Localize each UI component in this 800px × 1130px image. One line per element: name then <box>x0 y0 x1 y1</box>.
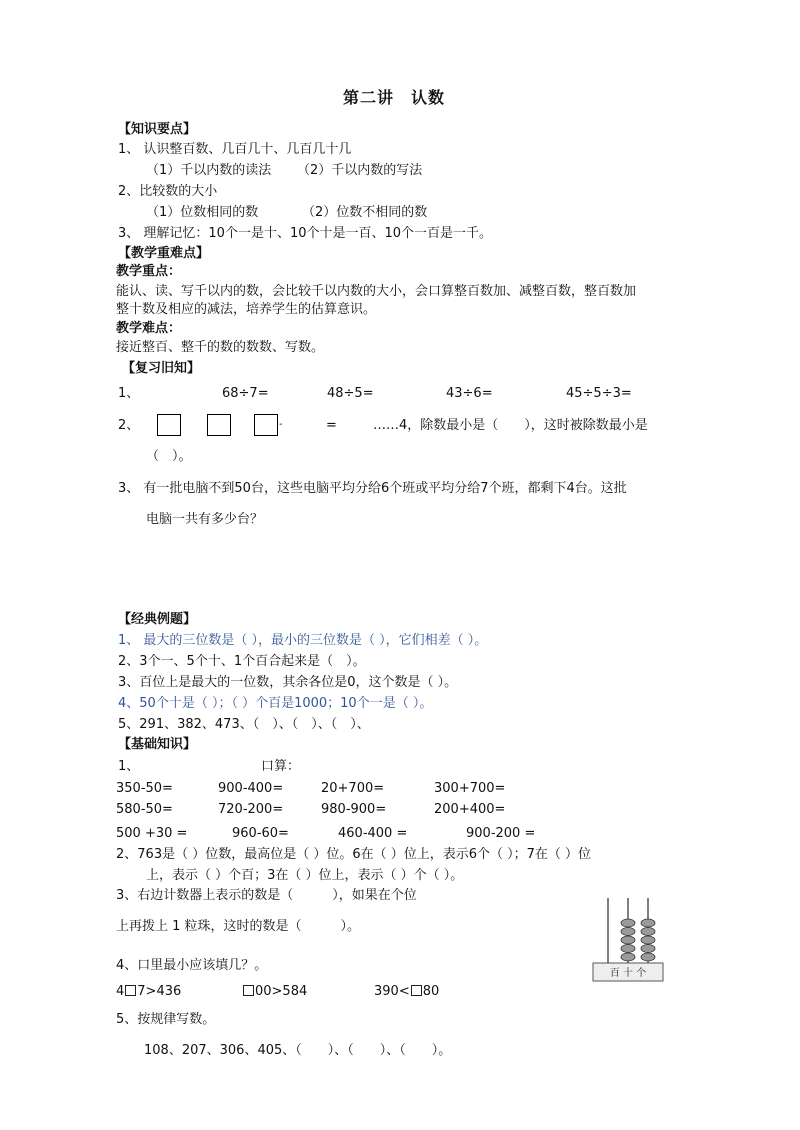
calc-r1-c4: 300+700= <box>434 781 506 796</box>
q4-c-prefix: 390< <box>374 984 410 999</box>
calc-r2-c2: 720-200= <box>218 802 284 817</box>
basics-q5-sequence: 108、207、306、405、（ ）、（ ）、（ ）。 <box>144 1043 452 1058</box>
review-q1-a: 68÷7= <box>222 386 269 401</box>
example-5: 5、291、382、473、（ ）、（ ）、（ ）、 <box>118 717 370 732</box>
review-q2-number: 2、 <box>118 418 140 433</box>
calc-r3-c4: 900-200 = <box>466 826 536 841</box>
knowledge-line-1a: （1）千以内数的读法 <box>146 163 272 178</box>
knowledge-heading: 【知识要点】 <box>118 122 197 137</box>
abacus-counter <box>590 895 666 985</box>
blank-square <box>243 985 254 996</box>
knowledge-line-1b: （2）千以内数的写法 <box>297 163 423 178</box>
review-q1-c: 43÷6= <box>446 386 493 401</box>
calc-r1-c2: 900-400= <box>218 781 284 796</box>
box-mark: - <box>279 419 283 430</box>
q4-b-suffix: 00>584 <box>255 984 308 999</box>
q4-a-suffix: 7>436 <box>137 984 182 999</box>
focus-line-2: 整十数及相应的减法，培养学生的估算意识。 <box>116 302 377 317</box>
basics-q3-line-2: 上再拨上 1 粒珠，这时的数是（ ）。 <box>116 919 361 934</box>
review-q1-number: 1、 <box>118 386 140 401</box>
basics-q3-line-1: 3、右边计数器上表示的数是（ ），如果在个位 <box>116 888 417 903</box>
abacus-bead <box>621 945 635 953</box>
basics-heading: 【基础知识】 <box>118 737 197 752</box>
abacus-bead <box>621 953 635 961</box>
blank-square <box>411 985 422 996</box>
hard-line-1: 接近整百、整千的数的数数、写数。 <box>116 340 325 355</box>
calc-r2-c3: 980-900= <box>321 802 387 817</box>
abacus-bead <box>641 945 655 953</box>
abacus-bead <box>621 919 635 927</box>
review-q1-b: 48÷5= <box>327 386 374 401</box>
calc-r3-c1: 500 +30 = <box>116 826 188 841</box>
blank-box-3 <box>254 414 278 436</box>
knowledge-line-2a: （1）位数相同的数 <box>146 205 259 220</box>
basics-q2-line-1: 2、763是（ ）位数，最高位是（ ）位。6在（ ）位上，表示6个（ ）；7在（ ）位 <box>116 847 592 862</box>
basics-q1-number: 1、 <box>118 759 140 774</box>
review-q2-equals: = <box>326 418 337 433</box>
review-q2-text: ……4，除数最小是（ ），这时被除数最小是 <box>373 418 648 433</box>
review-q3-line-2: 电脑一共有多少台？ <box>146 512 264 527</box>
abacus-bead <box>621 928 635 936</box>
oral-calc-title: 口算： <box>261 759 301 774</box>
abacus-bead <box>641 928 655 936</box>
q4-a-prefix: 4 <box>116 984 125 999</box>
knowledge-line-2: 2、比较数的大小 <box>118 184 218 199</box>
q4-c-suffix: 80 <box>422 984 440 999</box>
page-title: 第二讲 认数 <box>343 88 446 107</box>
knowledge-line-3: 3、 理解记忆：10个一是十、10个十是一百、10个一百是一千。 <box>118 226 493 241</box>
example-4: 4、50个十是（ ）；（ ）个百是1000；10个一是（ ）。 <box>118 696 433 711</box>
focus-line-1: 能认、读、写千以内的数，会比较千以内数的大小，会口算整百数加、减整百数，整百数加 <box>116 284 637 299</box>
basics-q2-line-2: 上，表示（ ）个百；3在（ ）位上，表示（ ）个（ ）。 <box>146 868 464 883</box>
calc-r3-c3: 460-400 = <box>338 826 408 841</box>
basics-q4-b <box>242 984 307 1000</box>
abacus-bead <box>621 936 635 944</box>
basics-q5: 5、按规律写数。 <box>116 1012 216 1027</box>
abacus-bead <box>641 919 655 927</box>
example-3: 3、百位上是最大的一位数，其余各位是0，这个数是（ ）。 <box>118 675 458 690</box>
calc-r3-c2: 960-60= <box>232 826 289 841</box>
calc-r2-c4: 200+400= <box>434 802 506 817</box>
calc-r2-c1: 580-50= <box>116 802 173 817</box>
blank-box-2 <box>207 414 231 436</box>
basics-q4: 4、口里最小应该填几？。 <box>116 958 268 973</box>
focus-title: 教学重点： <box>116 264 182 279</box>
knowledge-line-2b: （2）位数不相同的数 <box>302 205 428 220</box>
basics-q4-c <box>374 984 439 1000</box>
review-heading: 【复习旧知】 <box>122 361 201 376</box>
review-q3-line-1: 3、 有一批电脑不到50台，这些电脑平均分给6个班或平均分给7个班，都剩下4台。这批 <box>118 481 627 496</box>
calc-r1-c3: 20+700= <box>321 781 385 796</box>
abacus-label: 百 十 个 <box>609 968 647 979</box>
review-q1-d: 45÷5÷3= <box>566 386 632 401</box>
example-2: 2、3个一、5个十、1个百合起来是（ ）。 <box>118 654 366 669</box>
example-1: 1、 最大的三位数是（ ），最小的三位数是（ ），它们相差（ ）。 <box>118 633 488 648</box>
blank-box-1 <box>157 414 181 436</box>
hard-title: 教学难点： <box>116 321 182 336</box>
calc-r1-c1: 350-50= <box>116 781 173 796</box>
blank-square <box>125 985 136 996</box>
review-q2-tail: （ ）。 <box>146 449 192 464</box>
abacus-bead <box>641 936 655 944</box>
difficulty-heading: 【教学重难点】 <box>118 246 210 261</box>
abacus-bead <box>641 953 655 961</box>
knowledge-line-1: 1、 认识整百数、几百几十、几百几十几 <box>118 142 352 157</box>
basics-q4-a <box>116 984 181 1000</box>
examples-heading: 【经典例题】 <box>118 612 197 627</box>
